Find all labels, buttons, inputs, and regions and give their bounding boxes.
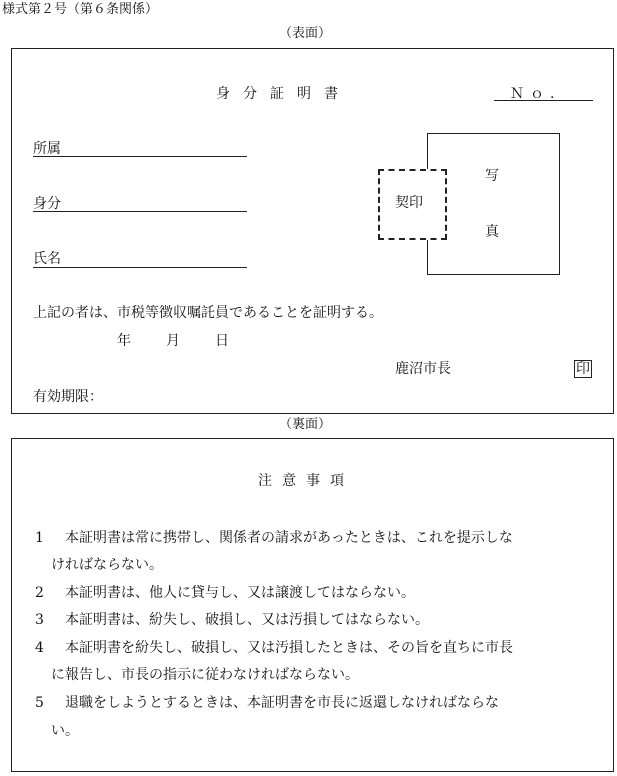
- certification-statement: 上記の者は、市税等徴収嘱託員であることを証明する。: [33, 305, 383, 321]
- form-number-label: 様式第２号（第６条関係）: [2, 2, 159, 17]
- note-number: 3: [35, 612, 44, 628]
- note-text: 本証明書は、紛失し、破損し、又は汚損してはならない。: [65, 612, 429, 628]
- photo-label-top: 写: [485, 168, 499, 184]
- field-label-affiliation: 所属: [33, 141, 61, 157]
- note-text-continued: に報告し、市長の指示に従わなければならない。: [51, 667, 359, 683]
- note-text: 本証明書を紛失し、破損し、又は汚損したときは、その旨を直ちに市長: [65, 640, 513, 656]
- back-side-label: （裏面）: [279, 417, 332, 432]
- date-month-label: 月: [166, 333, 180, 349]
- number-underline: [494, 100, 593, 101]
- note-number: 1: [35, 530, 44, 546]
- field-line-position: [33, 211, 247, 212]
- note-text: 本証明書は常に携帯し、関係者の請求があったときは、これを提示しな: [65, 530, 513, 546]
- photo-label-bottom: 真: [485, 224, 499, 240]
- number-label: Ｎｏ.: [510, 86, 561, 102]
- date-day-label: 日: [215, 333, 229, 349]
- official-seal-mark: 印: [576, 361, 590, 377]
- field-label-name: 氏名: [33, 251, 61, 267]
- front-side-label: （表面）: [279, 26, 332, 41]
- note-number: 2: [35, 585, 44, 601]
- date-year-label: 年: [117, 333, 131, 349]
- notes-heading: 注意事項: [258, 473, 354, 489]
- note-text: 本証明書は、他人に貸与し、又は譲渡してはならない。: [65, 585, 415, 601]
- validity-label: 有効期限：: [33, 389, 103, 405]
- note-text: 退職をしようとするときは、本証明書を市長に返還しなければならな: [65, 695, 499, 711]
- note-number: 4: [35, 640, 44, 656]
- field-label-position: 身分: [33, 196, 61, 212]
- note-number: 5: [35, 695, 44, 711]
- note-text-continued: い。: [51, 723, 79, 739]
- tally-seal-label: 契印: [395, 195, 423, 211]
- issuer-name: 鹿沼市長: [395, 361, 451, 377]
- field-line-affiliation: [33, 156, 247, 157]
- field-line-name: [33, 267, 247, 268]
- note-text-continued: ければならない。: [51, 557, 163, 573]
- certificate-title: 身分証明書: [216, 86, 351, 102]
